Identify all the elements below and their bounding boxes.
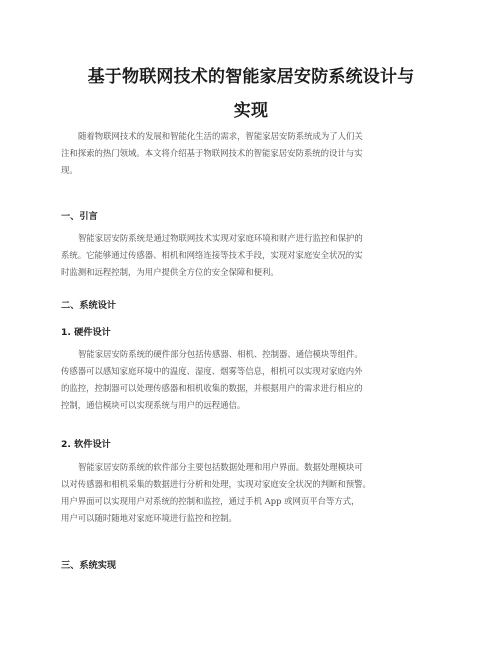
paragraph-line: 的监控，控制器可以处理传感器和相机收集的数据，并根据用户的需求进行相应的	[61, 383, 363, 393]
paragraph-line: 用户界面可以实现用户对系统的控制和监控，通过手机 App 或网页平台等方式，	[61, 496, 360, 506]
subsection-heading-software: 2. 软件设计	[61, 439, 111, 450]
intro-line: 注和探索的热门领域。本文将介绍基于物联网技术的智能家居安防系统的设计与实	[61, 148, 363, 158]
section-heading-introduction: 一、引言	[61, 211, 98, 222]
paragraph-line: 以对传感器和相机采集的数据进行分析和处理，实现对家庭安全状况的判断和预警。	[61, 479, 371, 489]
software-paragraph	[61, 459, 441, 527]
section-heading-system-design: 二、系统设计	[61, 300, 117, 311]
intro-line: 现。	[61, 165, 78, 175]
paragraph-line: 智能家居安防系统的硬件部分包括传感器、相机、控制器、通信模块等组件。	[78, 349, 363, 359]
subsection-heading-hardware: 1. 硬件设计	[61, 327, 111, 338]
section-heading-system-implementation: 三、系统实现	[61, 560, 117, 571]
intro-paragraph	[61, 128, 441, 179]
document-title-line-1: 基于物联网技术的智能家居安防系统设计与	[87, 67, 415, 87]
intro-line: 随着物联网技术的发展和智能化生活的需求，智能家居安防系统成为了人们关	[78, 131, 363, 141]
paragraph-line: 智能家居安防系统的软件部分主要包括数据处理和用户界面。数据处理模块可	[78, 462, 363, 472]
hardware-paragraph	[61, 346, 441, 414]
paragraph-line: 时监测和远程控制，为用户提供全方位的安全保障和便利。	[61, 267, 279, 277]
paragraph-line: 系统。它能够通过传感器、相机和网络连接等技术手段，实现对家庭安全状况的实	[61, 250, 363, 260]
document-title-line-2: 实现	[233, 101, 269, 121]
paragraph-line: 智能家居安防系统是通过物联网技术实现对家庭环境和财产进行监控和保护的	[78, 233, 363, 243]
paragraph-line: 用户可以随时随地对家庭环境进行监控和控制。	[61, 513, 237, 523]
paragraph-line: 控制，通信模块可以实现系统与用户的远程通信。	[61, 400, 246, 410]
paragraph-line: 传感器可以感知家庭环境中的温度、湿度、烟雾等信息，相机可以实现对家庭内外	[61, 366, 363, 376]
introduction-paragraph	[61, 230, 441, 281]
